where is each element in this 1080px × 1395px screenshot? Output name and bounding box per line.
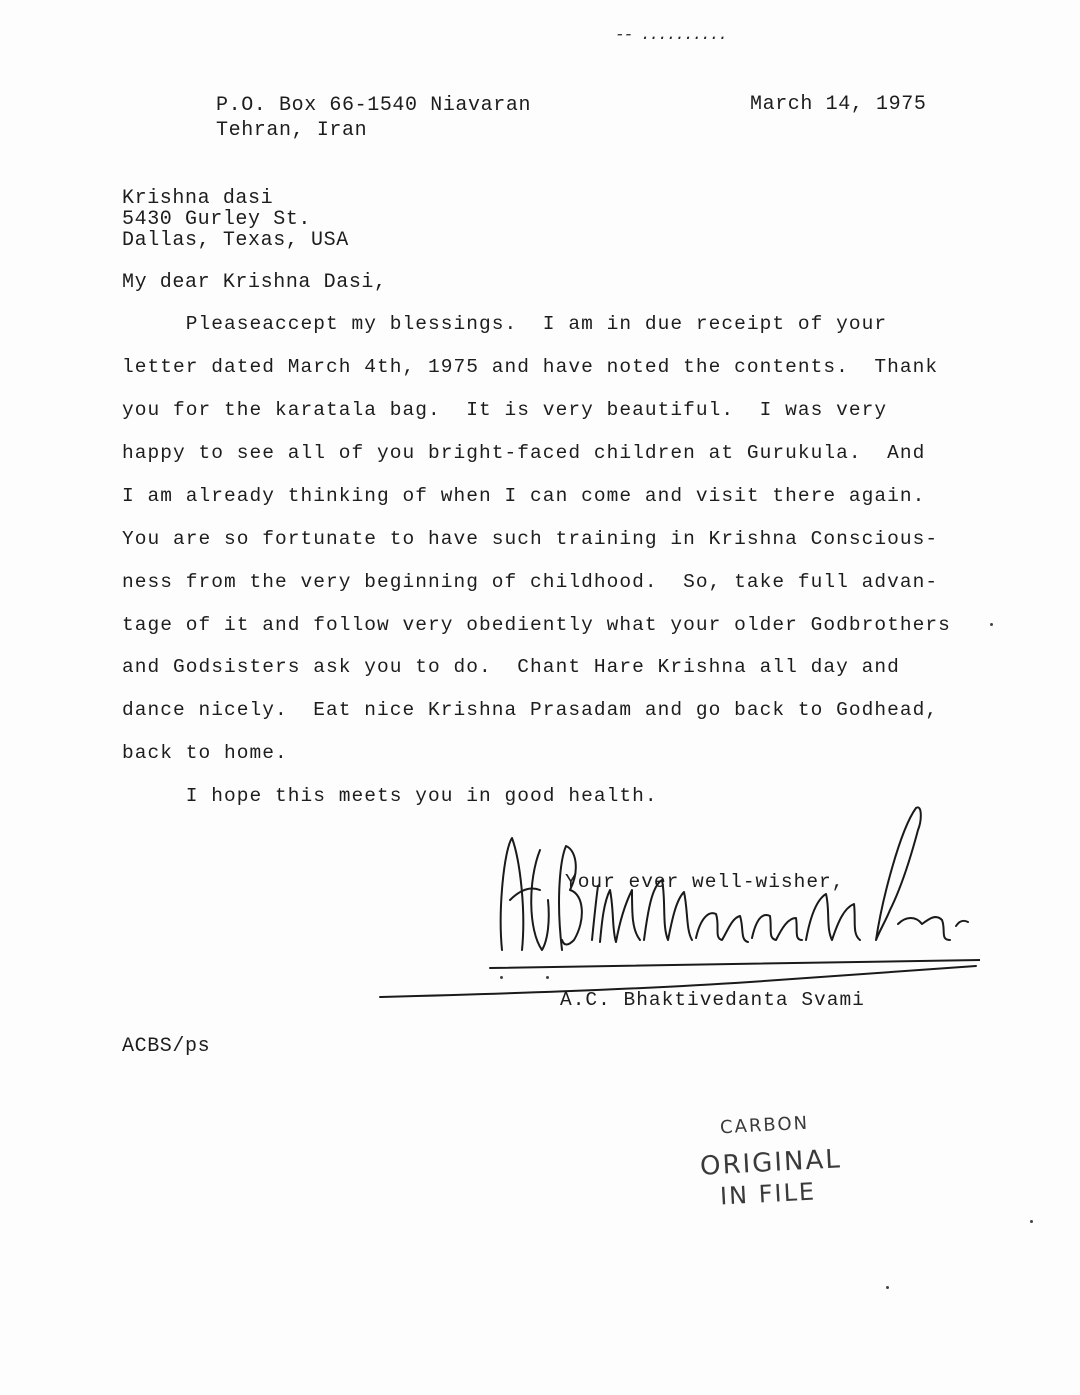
- body-line: I am already thinking of when I can come and visit there again.: [122, 485, 926, 507]
- sender-address-line1: P.O. Box 66-1540 Niavaran: [216, 94, 532, 117]
- scan-speck: [886, 1286, 889, 1289]
- signature-name: A.C. Bhaktivedanta Svami: [560, 989, 865, 1011]
- salutation: My dear Krishna Dasi,: [122, 271, 387, 294]
- handwritten-signature: [370, 790, 980, 1020]
- scan-speck: [990, 623, 993, 626]
- stamp-line3: IN FILE: [719, 1177, 817, 1211]
- typist-initials: ACBS/ps: [122, 1035, 211, 1058]
- body-line: back to home.: [122, 742, 288, 764]
- body-line: you for the karatala bag. It is very beautiful. I was very: [122, 399, 888, 421]
- body-line: happy to see all of you bright-faced children at Gurukula. And: [122, 442, 926, 464]
- body-line: I hope this meets you in good health.: [122, 785, 658, 807]
- body-line: letter dated March 4th, 1975 and have noted the contents. Thank: [122, 356, 939, 378]
- sender-address-line2: Tehran, Iran: [216, 119, 368, 142]
- letter-date: March 14, 1975: [750, 93, 927, 116]
- closing: Your ever well-wisher,: [565, 871, 845, 893]
- recipient-street: 5430 Gurley St.: [122, 208, 312, 231]
- body-line: dance nicely. Eat nice Krishna Prasadam and go back to Godhead,: [122, 699, 939, 721]
- stamp-line1: CARBON: [719, 1112, 810, 1139]
- scan-speck: [546, 976, 549, 979]
- body-line: You are so fortunate to have such training in Krishna Conscious-: [122, 528, 939, 550]
- recipient-name: Krishna dasi: [122, 187, 274, 210]
- body-line: tage of it and follow very obediently what your older Godbrothers: [122, 614, 951, 636]
- scan-speck: [500, 976, 503, 979]
- body-line: and Godsisters ask you to do. Chant Hare Krishna all day and: [122, 656, 900, 678]
- body-line: Pleaseaccept my blessings. I am in due receipt of your: [122, 313, 888, 335]
- body-line: ness from the very beginning of childhood. So, take full advan-: [122, 571, 939, 593]
- recipient-city: Dallas, Texas, USA: [122, 229, 349, 252]
- reference-mark: -- ..........: [613, 26, 729, 44]
- stamp-line2: ORIGINAL: [699, 1144, 843, 1182]
- scan-speck: [1030, 1220, 1033, 1223]
